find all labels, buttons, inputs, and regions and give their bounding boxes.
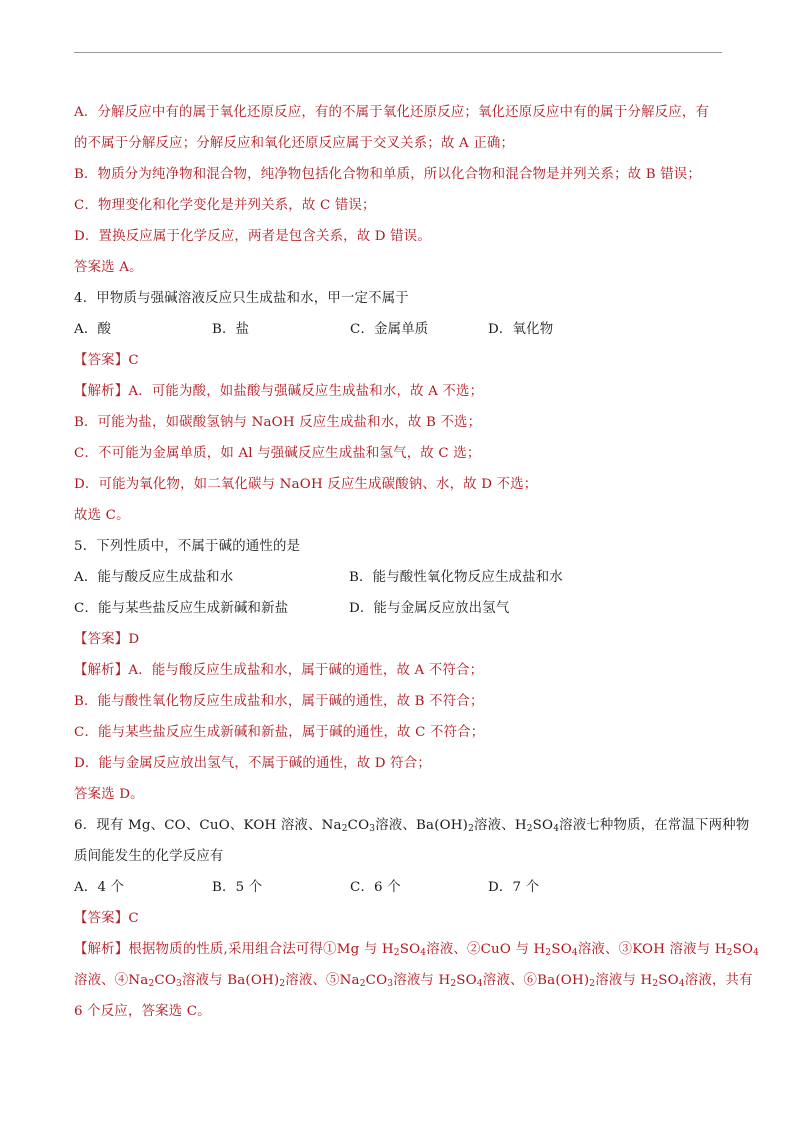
subscript: 2 xyxy=(450,979,457,989)
q6-option-d: D．7 个 xyxy=(488,880,540,895)
subscript: 2 xyxy=(341,824,348,834)
q6-answer-value: C xyxy=(128,911,139,926)
subscript: 2 xyxy=(468,824,475,834)
q6-analysis-tag: 【解析】 xyxy=(74,942,129,957)
q6-analysis-text: 溶液、④Na xyxy=(74,973,149,988)
q6-analysis-text: CO xyxy=(154,973,177,988)
q6-analysis-text: 根据物质的性质,采用组合法可得①Mg 与 H xyxy=(128,942,394,957)
q5-stem: 5．下列性质中，不属于碱的通性的是 xyxy=(74,539,301,554)
q5-options-row2 xyxy=(74,593,724,624)
q5-analysis-tag: 【解析】 xyxy=(74,663,129,678)
subscript: 3 xyxy=(176,979,182,989)
q5-answer xyxy=(74,624,724,655)
q4-analysis-c: C．不可能为金属单质，如 Al 与强碱反应生成盐和氢气，故 C 选； xyxy=(74,446,481,461)
q5-analysis-b: B．能与酸性氧化物反应生成盐和水，属于碱的通性，故 B 不符合； xyxy=(74,694,484,709)
q4-analysis-d: D．可能为氧化物，如二氧化碳与 NaOH 反应生成碳酸钠、水，故 D 不选； xyxy=(74,477,538,492)
q4-analysis-b: B．可能为盐，如碳酸氢钠与 NaOH 反应生成盐和水，故 B 不选； xyxy=(74,415,482,430)
q6-options xyxy=(74,872,724,903)
subscript: 4 xyxy=(553,824,560,834)
prev-conclusion: 答案选 A。 xyxy=(74,260,143,275)
subscript: 4 xyxy=(420,948,427,958)
q5-analysis-a-text: A．能与酸反应生成盐和水，属于碱的通性，故 A 不符合； xyxy=(128,663,484,678)
q4-analysis-tag: 【解析】 xyxy=(74,384,129,399)
q5-option-b: B．能与酸性氧化物反应生成盐和水 xyxy=(349,570,563,585)
q6-analysis-text: 溶液、②CuO 与 H xyxy=(426,942,546,957)
q4-answer-value: C xyxy=(128,353,139,368)
q4-option-b: B．盐 xyxy=(212,322,250,337)
q6-stem-text: CO xyxy=(347,818,370,833)
q5-analysis-c: C．能与某些盐反应生成新碱和新盐，属于碱的通性，故 C 不符合； xyxy=(74,725,485,740)
prev-analysis-a-line2: 的不属于分解反应；分解反应和氧化还原反应属于交叉关系；故 A 正确； xyxy=(74,136,515,151)
subscript: 2 xyxy=(526,824,533,834)
q6-stem-text: 6．现有 Mg、CO、CuO、KOH 溶液、Na xyxy=(74,818,342,833)
q6-analysis-text: 溶液与 H xyxy=(595,973,653,988)
prev-analysis-b: B．物质分为纯净物和混合物，纯净物包括化合物和单质，所以化合物和混合物是并列关系；故 B 错误； xyxy=(74,167,701,182)
q6-analysis-line1 xyxy=(74,934,760,965)
q6-stem-text: 溶液、Ba(OH) xyxy=(375,818,469,833)
q6-analysis-text: SO xyxy=(399,942,421,957)
prev-analysis-d: D．置换反应属于化学反应，两者是包含关系，故 D 错误。 xyxy=(74,229,431,244)
q4-option-a: A．酸 xyxy=(74,322,112,337)
q6-analysis-text: 溶液、③KOH 溶液与 H xyxy=(577,942,727,957)
q4-answer-tag: 【答案】 xyxy=(74,353,129,368)
subscript: 4 xyxy=(571,948,578,958)
subscript: 3 xyxy=(369,824,376,834)
q6-analysis-line3: 6 个反应，答案选 C。 xyxy=(74,1004,211,1019)
subscript: 2 xyxy=(726,948,733,958)
q6-analysis-text: SO xyxy=(658,973,679,988)
q6-analysis-text: 溶液、⑤Na xyxy=(285,973,360,988)
q5-conclusion: 答案选 D。 xyxy=(74,787,144,802)
q6-analysis-text: SO xyxy=(551,942,572,957)
q6-option-b: B．5 个 xyxy=(212,880,263,895)
subscript: 2 xyxy=(359,979,366,989)
q6-analysis-text: 溶液、⑥Ba(OH) xyxy=(482,973,590,988)
q5-answer-tag: 【答案】 xyxy=(74,632,129,647)
q6-answer xyxy=(74,903,724,934)
subscript: 2 xyxy=(393,948,400,958)
subscript: 4 xyxy=(678,979,685,989)
q5-analysis-d: D．能与金属反应放出氢气，不属于碱的通性，故 D 符合； xyxy=(74,756,431,771)
q6-stem-text: 溶液、H xyxy=(474,818,527,833)
subscript: 2 xyxy=(589,979,596,989)
q6-option-c: C．6 个 xyxy=(350,880,401,895)
q5-option-a: A．能与酸反应生成盐和水 xyxy=(74,570,234,585)
q6-analysis-text: SO xyxy=(732,942,754,957)
subscript: 2 xyxy=(652,979,659,989)
subscript: 2 xyxy=(279,979,286,989)
prev-analysis-a-line1: A．分解反应中有的属于氧化还原反应，有的不属于氧化还原反应；氧化还原反应中有的属于分解反应，有 xyxy=(74,105,710,120)
q4-option-c: C．金属单质 xyxy=(350,322,429,337)
q5-analysis-a xyxy=(74,655,724,686)
page-content xyxy=(74,97,760,1027)
q4-stem: 4．甲物质与强碱溶液反应只生成盐和水，甲一定不属于 xyxy=(74,291,409,306)
subscript: 4 xyxy=(753,948,760,958)
subscript: 2 xyxy=(545,948,552,958)
q4-analysis-a xyxy=(74,376,724,407)
q5-option-c: C．能与某些盐反应生成新碱和新盐 xyxy=(74,601,289,616)
q6-option-a: A．4 个 xyxy=(74,880,125,895)
q6-stem-text: SO xyxy=(532,818,554,833)
q4-answer xyxy=(74,345,724,376)
q6-analysis-line2 xyxy=(74,965,753,996)
subscript: 3 xyxy=(387,979,394,989)
q5-answer-value: D xyxy=(128,632,140,647)
q6-stem-line2: 质间能发生的化学反应有 xyxy=(74,849,224,864)
q6-analysis-text: 溶液，共有 xyxy=(684,973,753,988)
q4-conclusion: 故选 C。 xyxy=(74,508,130,523)
q6-analysis-text: 溶液与 Ba(OH) xyxy=(181,973,280,988)
q4-option-d: D．氧化物 xyxy=(488,322,554,337)
q4-analysis-a-text: A．可能为酸，如盐酸与强碱反应生成盐和水，故 A 不选； xyxy=(128,384,484,399)
q6-stem-line1 xyxy=(74,810,750,841)
q6-analysis-text: CO xyxy=(365,973,388,988)
q6-analysis-text: 溶液与 H xyxy=(393,973,451,988)
header-rule xyxy=(74,52,722,53)
subscript: 2 xyxy=(148,979,155,989)
q6-answer-tag: 【答案】 xyxy=(74,911,129,926)
subscript: 4 xyxy=(476,979,483,989)
q6-stem-text: 溶液七种物质，在常温下两种物 xyxy=(559,818,750,833)
prev-analysis-c: C．物理变化和化学变化是并列关系，故 C 错误； xyxy=(74,198,376,213)
q4-options xyxy=(74,314,724,345)
q5-option-d: D．能与金属反应放出氢气 xyxy=(349,601,510,616)
q6-analysis-text: SO xyxy=(456,973,477,988)
q5-options-row1 xyxy=(74,562,724,593)
